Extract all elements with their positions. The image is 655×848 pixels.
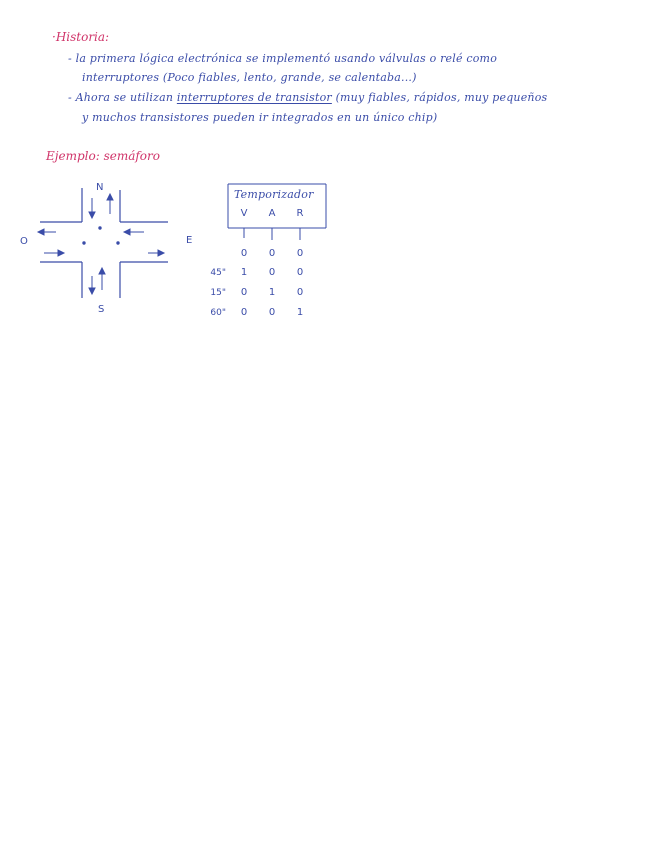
center-dot <box>99 227 101 229</box>
row-v: 1 <box>240 267 248 278</box>
row-r: 0 <box>296 248 304 259</box>
compass-west: O <box>20 236 28 247</box>
row-v: 0 <box>240 248 248 259</box>
compass-north: N <box>96 182 104 193</box>
compass-south: S <box>98 304 105 315</box>
historia-bullet1-line2: interruptores (Poco fiables, lento, grande, se calentaba...) <box>82 71 417 84</box>
row-r: 0 <box>296 267 304 278</box>
row-a: 1 <box>268 287 276 298</box>
row-r: 0 <box>296 287 304 298</box>
row-time: 15" <box>210 288 226 298</box>
bullet2-suffix: (muy fiables, rápidos, muy pequeños <box>335 91 548 104</box>
center-dot <box>117 242 119 244</box>
ejemplo-title: Ejemplo: semáforo <box>46 149 160 163</box>
intersection-roads <box>40 188 168 298</box>
col-header-a: A <box>268 208 276 219</box>
row-v: 0 <box>240 287 248 298</box>
row-time: 45" <box>210 268 226 278</box>
compass-east: E <box>186 235 193 246</box>
historia-bullet1-line1: - la primera lógica electrónica se implementó usando válvulas o relé como <box>68 52 498 65</box>
bullet2-prefix: - Ahora se utilizan <box>68 91 174 104</box>
col-header-v: V <box>240 208 248 219</box>
row-time: 60" <box>210 308 226 318</box>
col-header-r: R <box>296 208 304 219</box>
center-dot <box>83 242 85 244</box>
row-r: 1 <box>296 307 304 318</box>
row-a: 0 <box>268 267 276 278</box>
historia-bullet2-line2: y muchos transistores pueden ir integrados en un único chip) <box>82 111 438 124</box>
row-a: 0 <box>268 307 276 318</box>
historia-title: ·Historia: <box>52 30 110 44</box>
traffic-arrows <box>38 194 164 294</box>
bullet2-underlined: interruptores de transistor <box>176 91 332 104</box>
controller-title: Temporizador <box>234 188 314 201</box>
row-a: 0 <box>268 248 276 259</box>
row-v: 0 <box>240 307 248 318</box>
